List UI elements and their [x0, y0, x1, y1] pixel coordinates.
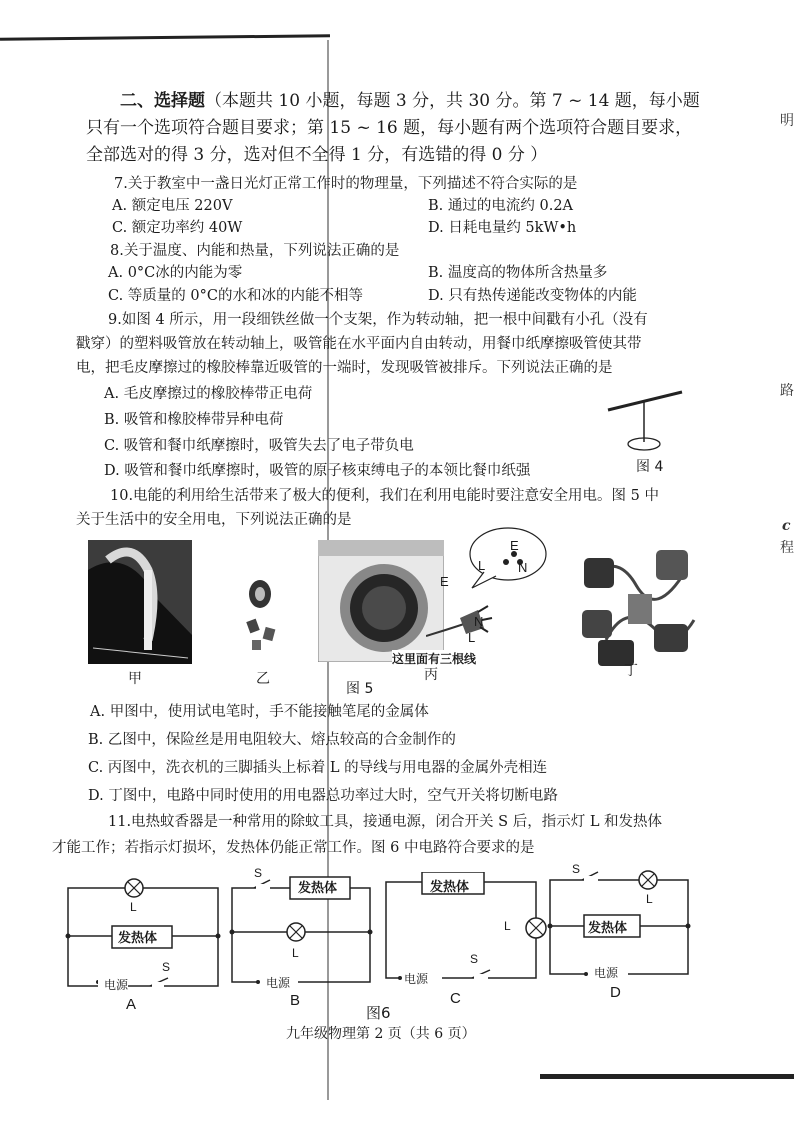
- section-title: 二、选择题: [120, 91, 205, 111]
- section-rules-2: 只有一个选项符合题目要求；第 15 ~ 16 题，每小题有两个选项符合题目要求，: [86, 118, 693, 138]
- circuit-d-switch-label: S: [572, 862, 581, 876]
- circuit-c-lamp-label: L: [504, 919, 511, 933]
- figure-6-caption: 图6: [366, 1004, 391, 1022]
- circuit-c-power-label: 电源: [404, 972, 429, 986]
- q7-option-b: B. 通过的电流约 0.2A: [428, 198, 574, 214]
- q9-option-b: B. 吸管和橡胶棒带异种电荷: [104, 412, 284, 428]
- q9-line-3: 电，把毛皮摩擦过的橡胶棒靠近吸管的一端时，发现吸管被排斥。下列说法正确的是: [76, 360, 613, 376]
- circuit-d-lamp-label: L: [646, 892, 653, 906]
- q9-line-2: 戳穿）的塑料吸管放在转动轴上，吸管能在水平面内自由转动，用餐巾纸摩擦吸管使其带: [76, 336, 642, 352]
- margin-char-3: c: [782, 518, 791, 534]
- q8-option-c: C. 等质量的 0°C的水和冰的内能不相等: [108, 288, 363, 304]
- section-rules-1: （本题共 10 小题，每题 3 分，共 30 分。第 7 ~ 14 题，每小题: [205, 91, 700, 111]
- q9-option-a: A. 毛皮摩擦过的橡胶棒带正电荷: [104, 386, 313, 402]
- q10-option-d: D. 丁图中，电路中同时使用的用电器总功率过大时，空气开关将切断电路: [88, 788, 558, 804]
- circuit-d-power-label: 电源: [594, 966, 619, 980]
- q8-stem: 8.关于温度、内能和热量，下列说法正确的是: [110, 243, 400, 259]
- q7-option-a: A. 额定电压 220V: [112, 198, 233, 214]
- photo-label-jia: 甲: [128, 671, 142, 687]
- photo-ding-overloaded-socket: [576, 540, 700, 670]
- photo-label-bing: 丙: [424, 667, 438, 683]
- photo-yi-fuse-wire: [230, 578, 290, 658]
- circuit-a-lamp-label: L: [130, 900, 137, 914]
- section-header-line-1: [120, 88, 700, 114]
- q10-line-2: 关于生活中的安全用电，下列说法正确的是: [76, 512, 352, 528]
- q11-line-1: 11.电热蚊香器是一种常用的除蚊工具，接通电源，闭合开关 S 后，指示灯 L 和发热体: [108, 814, 663, 830]
- figure-4-straw-apparatus: [600, 384, 690, 454]
- photo-label-yi: 乙: [256, 671, 270, 687]
- circuit-c-heater-label: 发热体: [430, 879, 470, 894]
- plug-letter-e: E: [440, 574, 449, 589]
- photo-jia-test-pen: [88, 540, 192, 664]
- circuit-a-heater-label: 发热体: [118, 930, 158, 945]
- circuit-c-option-label: C: [450, 990, 461, 1007]
- plug-letter-l: L: [468, 630, 476, 645]
- q9-line-1: 9.如图 4 所示，用一段细铁丝做一个支架，作为转动轴，把一根中间戳有小孔（没有: [108, 312, 648, 328]
- q7-stem: 7.关于教室中一盏日光灯正常工作时的物理量，下列描述不符合实际的是: [114, 176, 578, 192]
- scan-bottom-edge: [540, 1074, 794, 1079]
- circuit-d-option-label: D: [610, 984, 621, 1001]
- figure-4-caption: 图 4: [636, 459, 664, 475]
- q7-option-c: C. 额定功率约 40W: [112, 220, 243, 236]
- page-footer: 九年级物理第 2 页（共 6 页）: [286, 1026, 476, 1042]
- plug-note: 这里面有三根线: [392, 652, 477, 666]
- circuit-a-option-label: A: [126, 996, 137, 1013]
- circuit-a-switch-label: S: [162, 960, 171, 974]
- circuit-b-power-label: 电源: [266, 976, 291, 990]
- q7-option-d: D. 日耗电量约 5kW•h: [428, 220, 577, 236]
- q10-line-1: 10.电能的利用给生活带来了极大的便利，我们在利用电能时要注意安全用电。图 5 中: [110, 488, 660, 504]
- plug-letter-n: N: [474, 614, 484, 629]
- q9-option-d: D. 吸管和餐巾纸摩擦时，吸管的原子核束缚电子的本领比餐巾纸强: [104, 463, 531, 479]
- q9-option-c: C. 吸管和餐巾纸摩擦时，吸管失去了电子带负电: [104, 438, 414, 454]
- circuit-c-switch-label: S: [470, 952, 479, 966]
- margin-char-1: 明: [780, 113, 794, 129]
- circuit-b-heater-label: 发热体: [298, 880, 338, 895]
- q8-option-b: B. 温度高的物体所含热量多: [428, 265, 608, 281]
- scan-top-edge: [0, 34, 330, 40]
- q8-option-d: D. 只有热传递能改变物体的内能: [428, 288, 637, 304]
- circuit-b-lamp-label: L: [292, 946, 299, 960]
- q10-option-a: A. 甲图中，使用试电笔时，手不能接触笔尾的金属体: [90, 704, 429, 720]
- margin-char-4: 程: [780, 540, 794, 556]
- circuit-d-heater-label: 发热体: [588, 920, 628, 935]
- circuit-b-switch-label: S: [254, 866, 263, 880]
- photo-label-ding: 丁: [624, 663, 638, 679]
- margin-char-2: 路: [780, 383, 794, 399]
- bubble-letter-l: L: [478, 558, 486, 573]
- section-rules-3: 全部选对的得 3 分，选对但不全得 1 分，有选错的得 0 分 ）: [86, 145, 548, 165]
- q8-option-a: A. 0°C冰的内能为零: [108, 265, 243, 281]
- socket-speech-bubble: [462, 526, 548, 590]
- circuit-b-option-label: B: [290, 992, 301, 1009]
- bubble-letter-n: N: [518, 560, 528, 575]
- q10-option-b: B. 乙图中，保险丝是用电阻较大、熔点较高的合金制作的: [88, 732, 456, 748]
- q11-line-2: 才能工作；若指示灯损坏，发热体仍能正常工作。图 6 中电路符合要求的是: [52, 840, 535, 856]
- figure-5-caption: 图 5: [346, 681, 374, 697]
- q10-option-c: C. 丙图中，洗衣机的三脚插头上标着 L 的导线与用电器的金属外壳相连: [88, 760, 548, 776]
- bubble-letter-e: E: [510, 538, 519, 553]
- circuit-a-power-label: 电源: [104, 978, 129, 992]
